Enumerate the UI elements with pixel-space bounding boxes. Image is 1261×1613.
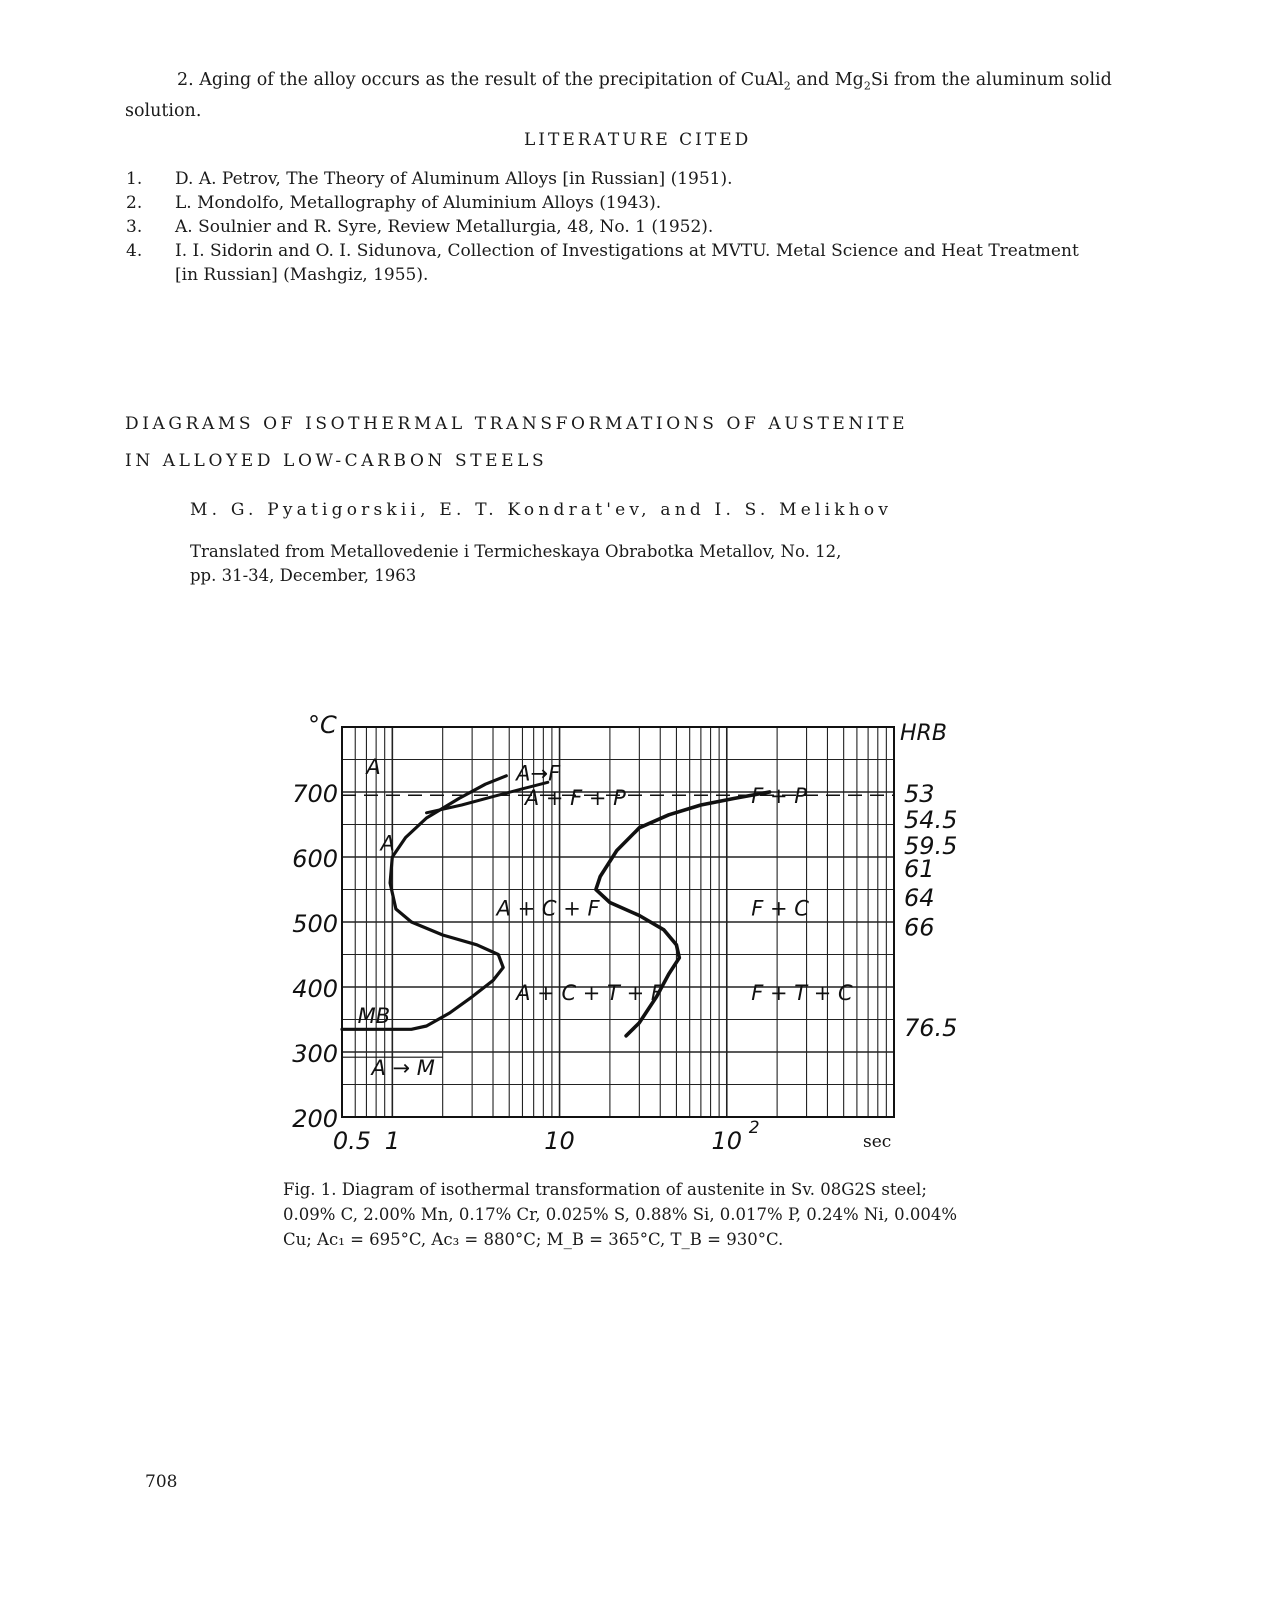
region-label: F + P [751, 784, 807, 809]
hardness-value-label: 64 [904, 884, 935, 912]
caption-line-1: Fig. 1. Diagram of isothermal transformation of austenite in Sv. 08G2S steel; [283, 1180, 927, 1199]
intro-paragraph [125, 68, 1112, 124]
chart-labels [358, 755, 853, 1080]
region-label: A + C + F [496, 896, 600, 921]
region-label: F + C [751, 896, 809, 921]
region-label: F + T + C [751, 981, 853, 1005]
article-title-line-1: DIAGRAMS OF ISOTHERMAL TRANSFORMATIONS OF AUSTENITE [125, 414, 909, 434]
region-label: A + C + T + F [516, 981, 663, 1005]
reference-list: 1. D. A. Petrov, The Theory of Aluminum Alloys [in Russian] (1951). 2. L. Mondolfo, Metallography of Aluminium Alloys (1943). 3. A. Soulnier and R. Syre, Review Metallurgia, 48, No. 1 (1952). 4. I. I. Sidorin and O. I. Sidunova, Collection of Investigations at MVTU. Metal Science and Heat Treatment [in Russian] (Mashgiz, 1955). [126, 169, 1079, 285]
x-tick-label: 10 [711, 1127, 743, 1155]
article-authors: M. G. Pyatigorskii, E. T. Kondrat'ev, and I. S. Melikhov [190, 500, 893, 520]
region-label: MB [357, 1003, 391, 1028]
region-label: A→F [516, 761, 561, 786]
y-tick-label: 500 [292, 910, 338, 938]
figure-caption [283, 1177, 983, 1252]
y-tick-label: 300 [292, 1040, 338, 1068]
page-number: 708 [145, 1472, 178, 1492]
x-tick-label: 0.5 [332, 1127, 372, 1155]
x-tick-label: 1 [384, 1127, 400, 1155]
translation-line-1: Translated from Metallovedenie i Termicheskaya Obrabotka Metallov, No. 12, [190, 542, 842, 561]
y-axis-unit-label: °C [308, 711, 337, 739]
hardness-value-label: 76.5 [904, 1014, 958, 1042]
hardness-value-label: 54.5 [904, 806, 958, 834]
hardness-value-label: 61 [904, 854, 935, 883]
x-axis-unit-label: sec [863, 1132, 892, 1152]
x-tick-label: 10 [544, 1127, 575, 1155]
region-label: A + F + P [524, 786, 626, 810]
caption-line-3: Cu; Ac₁ = 695°C, Ac₃ = 880°C; M_B = 365°C, T_B = 930°C. [283, 1230, 784, 1249]
ttt-diagram [280, 700, 980, 1170]
literature-title: LITERATURE CITED [524, 130, 752, 150]
translation-line-2: pp. 31-34, December, 1963 [190, 566, 417, 585]
x-tick-exponent: 2 [748, 1118, 760, 1138]
region-label: A [366, 754, 381, 779]
region-label: A [380, 831, 395, 856]
caption-line-2: 0.09% C, 2.00% Mn, 0.17% Cr, 0.025% S, 0.88% Si, 0.017% P, 0.24% Ni, 0.004% [283, 1205, 957, 1224]
intro-line-2: solution. [125, 100, 202, 121]
y-tick-label: 400 [292, 975, 338, 1003]
y-tick-label: 700 [292, 780, 338, 808]
hardness-value-label: 59.5 [904, 832, 958, 860]
y-tick-label: 200 [292, 1105, 338, 1133]
hardness-value-label: 66 [904, 913, 935, 942]
intro-line-1: 2. Aging of the alloy occurs as the result of the precipitation of CuAl$_2$ and $Mg_2Si$ from the aluminum solid [177, 70, 1112, 93]
y2-axis-label: HRB [900, 721, 947, 746]
translation-note [190, 540, 910, 588]
y-tick-label: 600 [292, 845, 338, 873]
caption-label: Fig. 1. [283, 1180, 337, 1199]
region-label: A → M [371, 1055, 435, 1080]
article-title-line-2: IN ALLOYED LOW-CARBON STEELS [125, 451, 548, 471]
hardness-value-label: 53 [904, 780, 935, 808]
